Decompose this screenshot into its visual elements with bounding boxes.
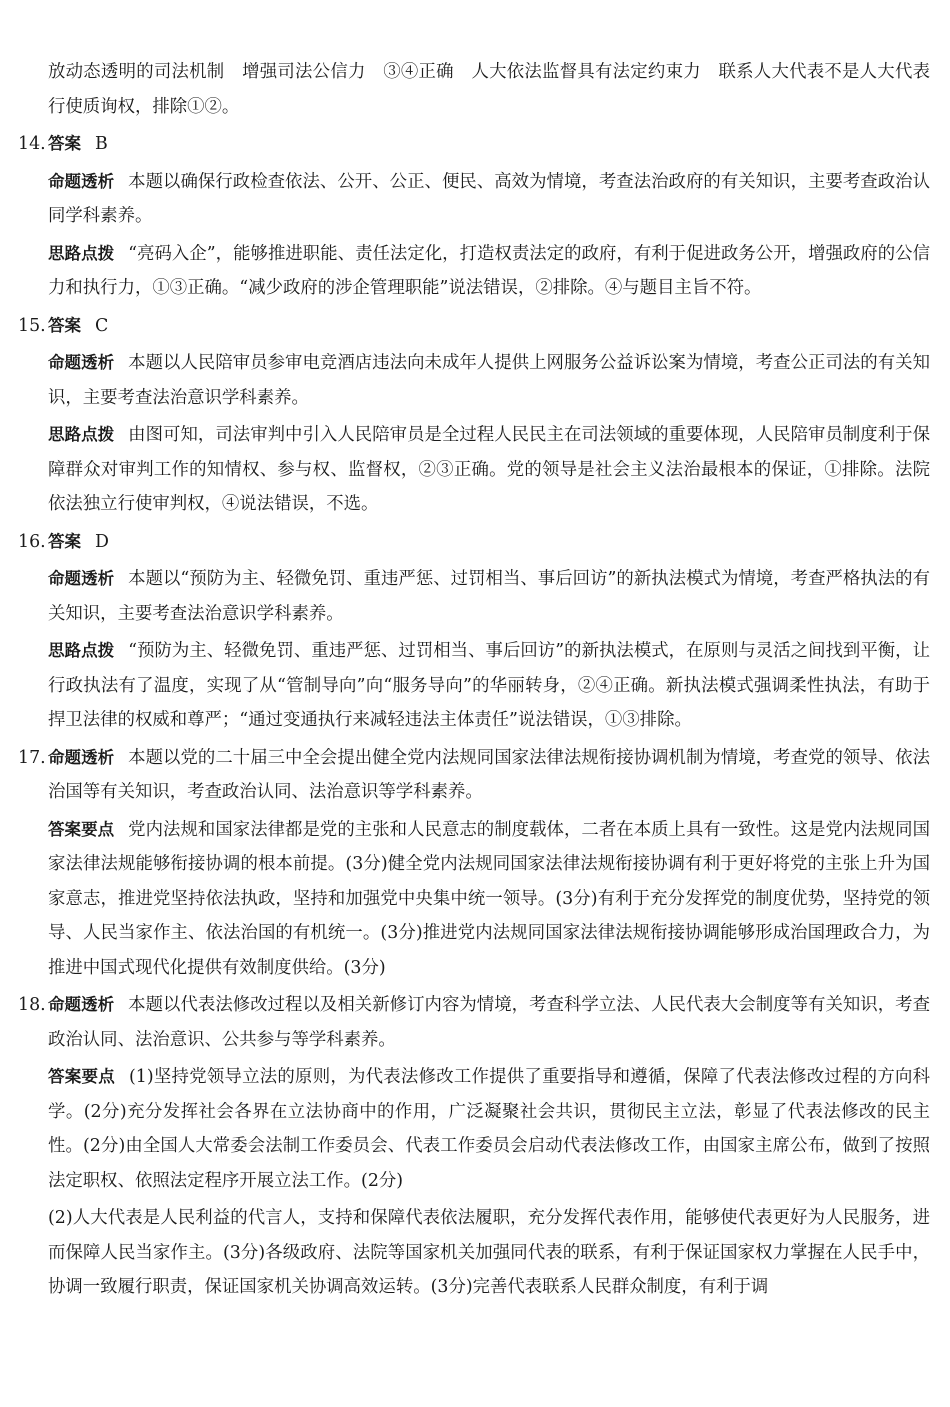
- item-number: 15.: [18, 315, 46, 336]
- paragraph-text: 党内法规和国家法律都是党的主张和人民意志的制度载体，二者在本质上具有一致性。这是党内法规同国家法律法规能够衔接协调的根本前提。(3分)健全党内法规同国家法律法规衔接协调有利于更好将党的主张上升为国家意志，推进党坚持依法执政，坚持和加强党中央集中统一领导。(3分)有利于充分发挥党的制度优势，坚持党的领导、人民当家作主、依法治国的有机统一。(3分)推进党内法规同国家法律法规衔接协调能够形成治国理政合力，为推进中国式现代化提供有效制度供给。(3分): [48, 819, 930, 978]
- item-header: [18, 525, 930, 560]
- paragraph-text: 由图可知，司法审判中引入人民陪审员是全过程人民民主在司法领域的重要体现，人民陪审员制度利于保障群众对审判工作的知情权、参与权、监督权，②③正确。党的领导是社会主义法治最根本的保证，①排除。法院依法独立行使审判权，④说法错误，不选。: [48, 425, 930, 514]
- item-header-label: 答案: [48, 531, 81, 551]
- item-header-value: 本题以代表法修改过程以及相关新修订内容为情境，考查科学立法、人民代表大会制度等有关知识，考查政治认同、法治意识、公共参与等学科素养。: [48, 995, 930, 1050]
- item-paragraph: [48, 562, 930, 631]
- paragraph-label: 命题透析: [48, 171, 115, 191]
- intro-paragraph: 放动态透明的司法机制 增强司法公信力 ③④正确 人大依法监督具有法定约束力 联系人大代表不是人大代表行使质询权，排除①②。: [48, 62, 930, 117]
- item-paragraph: [48, 418, 930, 522]
- item-header-label: 命题透析: [48, 995, 115, 1014]
- item-number: 16.: [18, 531, 46, 552]
- item-number: 14.: [18, 134, 46, 154]
- item-paragraph: [48, 634, 930, 738]
- paragraph-label: 答案要点: [48, 819, 115, 839]
- paragraph-text: (1)坚持党领导立法的原则，为代表法修改工作提供了重要指导和遵循，保障了代表法修改过程的方向科学。(2分)充分发挥社会各界在立法协商中的作用，广泛凝聚社会共识，贯彻民主立法，彰显了代表法修改的民主性。(2分)由全国人大常委会法制工作委员会、代表工作委员会启动代表法修改工作，由国家主席公布，做到了按照法定职权、依照法定程序开展立法工作。(2分): [48, 1067, 930, 1191]
- paragraph-text: 本题以“预防为主、轻微免罚、重违严惩、过罚相当、事后回访”的新执法模式为情境，考查严格执法的有关知识，主要考查法治意识学科素养。: [48, 569, 930, 624]
- item-header-label: 答案: [48, 134, 81, 153]
- item-header: [18, 127, 930, 162]
- paragraph-label: 思路点拨: [48, 425, 115, 444]
- answer-item: [18, 741, 930, 986]
- answer-content: [18, 55, 930, 1308]
- item-paragraph: [48, 813, 930, 986]
- paragraph-label: 命题透析: [48, 569, 115, 588]
- paragraph-label: 答案要点: [48, 1067, 116, 1086]
- item-paragraph: [48, 165, 930, 234]
- paragraph-label: 思路点拨: [48, 641, 115, 660]
- item-paragraph: [48, 346, 930, 415]
- item-header: [18, 988, 930, 1057]
- answer-item: [18, 525, 930, 738]
- item-header-value: B: [95, 134, 108, 154]
- item-paragraph: [48, 1060, 930, 1198]
- answer-item: [18, 127, 930, 306]
- paragraph-label: 思路点拨: [48, 243, 115, 263]
- item-header-value: C: [95, 315, 109, 336]
- item-header-label: 命题透析: [48, 747, 115, 767]
- paragraph-text: “预防为主、轻微免罚、重违严惩、过罚相当、事后回访”的新执法模式，在原则与灵活之间找到平衡，让行政执法有了温度，实现了从“管制导向”向“服务导向”的华丽转身，②④正确。新执法模式强调柔性执法，有助于捍卫法律的权威和尊严；“通过变通执行来减轻违法主体责任”说法错误，①③排除。: [48, 641, 930, 730]
- item-header-value: D: [95, 531, 109, 552]
- paragraph-text: “亮码入企”，能够推进职能、责任法定化，打造权责法定的政府，有利于促进政务公开，增强政府的公信力和执行力，①③正确。“减少政府的涉企管理职能”说法错误，②排除。④与题目主旨不符。: [48, 243, 930, 298]
- item-number: 17.: [18, 747, 46, 768]
- paragraph-text: 本题以人民陪审员参审电竞酒店违法向未成年人提供上网服务公益诉讼案为情境，考查公正司法的有关知识，主要考查法治意识学科素养。: [48, 353, 930, 408]
- answer-item: [18, 988, 930, 1305]
- item-paragraph: [48, 1201, 930, 1305]
- item-number: 18.: [18, 995, 46, 1015]
- item-header-value: 本题以党的二十届三中全会提出健全党内法规同国家法律法规衔接协调机制为情境，考查党的领导、依法治国等有关知识，考查政治认同、法治意识等学科素养。: [48, 747, 930, 802]
- paragraph-text: 本题以确保行政检查依法、公开、公正、便民、高效为情境，考查法治政府的有关知识，主要考查政治认同学科素养。: [48, 171, 930, 226]
- answer-item: [18, 309, 930, 522]
- item-header: [18, 741, 930, 810]
- item-paragraph: [48, 237, 930, 306]
- item-header-label: 答案: [48, 315, 81, 335]
- paragraph-text: (2)人大代表是人民利益的代言人，支持和保障代表依法履职，充分发挥代表作用，能够使代表更好为人民服务，进而保障人民当家作主。(3分)各级政府、法院等国家机关加强同代表的联系，有利于保证国家权力掌握在人民手中，协调一致履行职责，保证国家机关协调高效运转。(3分)完善代表联系人民群众制度，有利于调: [48, 1208, 930, 1297]
- paragraph-label: 命题透析: [48, 353, 115, 372]
- item-header: [18, 309, 930, 344]
